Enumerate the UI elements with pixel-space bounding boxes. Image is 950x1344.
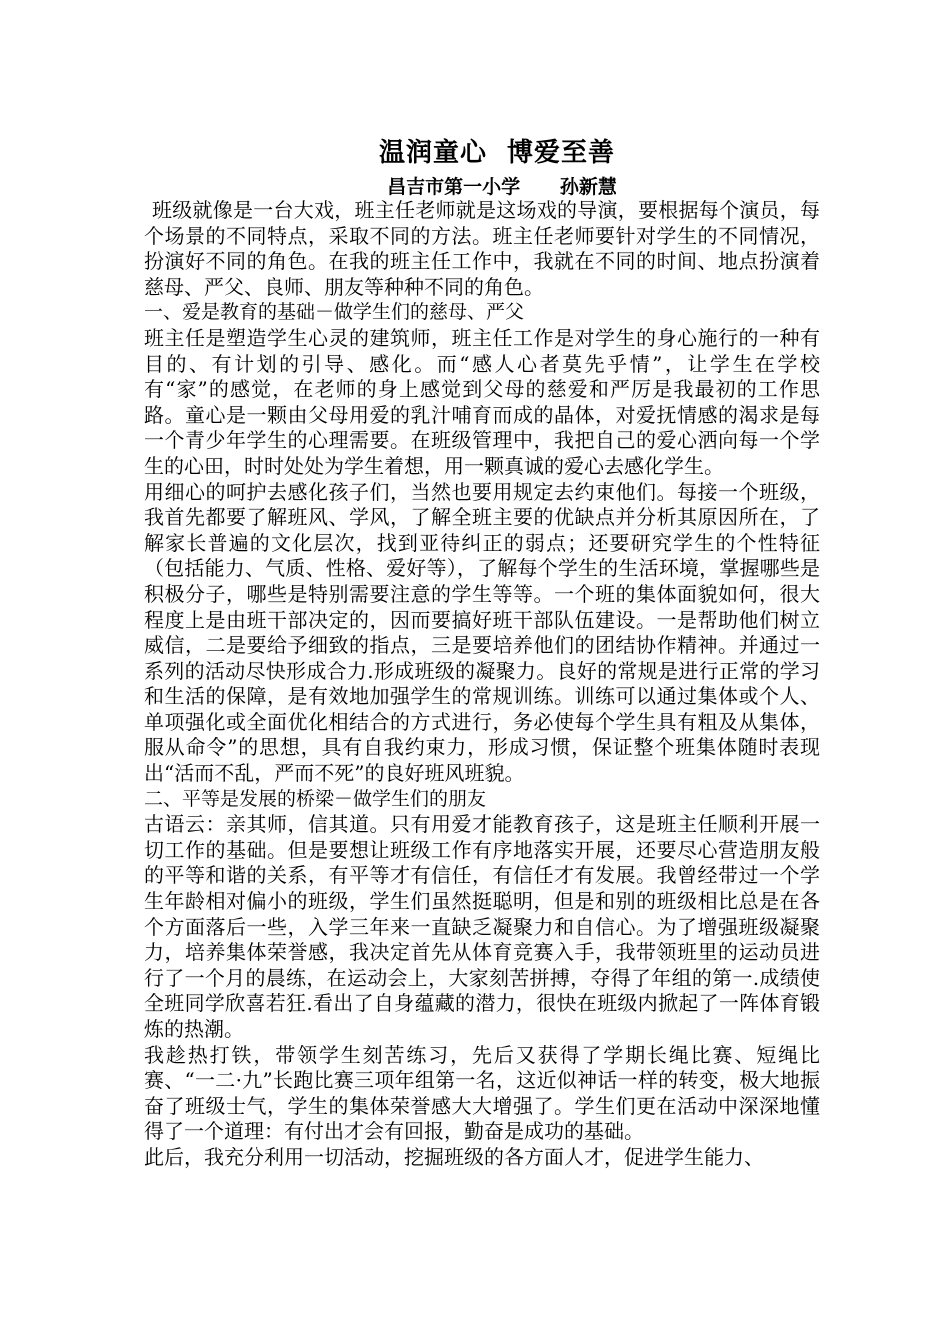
document-body — [144, 138, 820, 1171]
section2-paragraph-1: 古语云：亲其师，信其道。只有用爱才能教育孩子，这是班主任顺利开展一切工作的基础。但是要想让班级工作有序地落实开展，还要尽心营造朋友般的平等和谐的关系，有平等才有信任，有信任才有发展。我曾经带过一个学生年龄相对偏小的班级，学生们虽然挺聪明，但是和别的班级相比总是在各个方面落后一些，入学三年来一直缺乏凝聚力和自信心。为了增强班级凝聚力，培养集体荣誉感，我决定首先从体育竞赛入手，我带领班里的运动员进行了一个月的晨练，在运动会上，大家刻苦拼搏，夺得了年组的第一.成绩使全班同学欣喜若狂.看出了自身蕴藏的潜力，很快在班级内掀起了一阵体育锻炼的热潮。 — [144, 812, 820, 1041]
section1-paragraph-2: 用细心的呵护去感化孩子们，当然也要用规定去约束他们。每接一个班级，我首先都要了解班风、学风，了解全班主要的优缺点并分析其原因所在，了解家长普遍的文化层次，找到亚待纠正的弱点；还要研究学生的个性特征（包括能力、气质、性格、爱好等），了解每个学生的生活环境，掌握哪些是积极分子，哪些是特别需要注意的学生等等。一个班的集体面貌如何，很大程度上是由班干部决定的，因而要搞好班干部队伍建设。一是帮助他们树立威信，二是要给予细致的指点，三是要培养他们的团结协作精神。并通过一系列的活动尽快形成合力.形成班级的凝聚力。良好的常规是进行正常的学习和生活的保障，是有效地加强学生的常规训练。训练可以通过集体或个人、单项强化或全面优化相结合的方式进行，务必使每个学生具有粗及从集体，服从命令”的思想，具有自我约束力，形成习惯，保证整个班集体随时表现出“活而不乱，严而不死”的良好班风班貌。 — [144, 479, 820, 786]
author-line: 昌吉市第一小学 孙新慧 — [387, 176, 617, 198]
section2-paragraph-2: 我趁热打铁，带领学生刻苦练习，先后又获得了学期长绳比赛、短绳比赛、“一二·九”长跑比赛三项年组第一名，这近似神话一样的转变，极大地振奋了班级士气，学生的集体荣誉感大大增强了。学生们更在活动中深深地懂得了一个道理：有付出才会有回报，勤奋是成功的基础。 — [144, 1042, 820, 1144]
section2-paragraph-3: 此后，我充分利用一切活动，挖掘班级的各方面人才，促进学生能力、 — [144, 1144, 764, 1169]
section-heading-2: 二、平等是发展的桥梁－做学生们的朋友 — [144, 787, 487, 810]
section1-paragraph-1: 班主任是塑造学生心灵的建筑师，班主任工作是对学生的身心施行的一种有目的、有计划的引导、感化。而“感人心者莫先乎情”，让学生在学校有“家”的感觉，在老师的身上感觉到父母的慈爱和严厉是我最初的工作思路。童心是一颗由父母用爱的乳汁哺育而成的晶体，对爱抚情感的渴求是每一个青少年学生的心理需要。在班级管理中，我把自己的爱心洒向每一个学生的心田，时时处处为学生着想，用一颗真诚的爱心去感化学生。 — [144, 325, 820, 478]
intro-paragraph: 班级就像是一台大戏，班主任老师就是这场戏的导演，要根据每个演员，每个场景的不同特点，采取不同的方法。班主任老师要针对学生的不同情况，扮演好不同的角色。在我的班主任工作中，我就在不同的时间、地点扮演着慈母、严父、良师、朋友等种种不同的角色。 — [144, 198, 820, 299]
document-title: 温润童心 博爱至善 — [378, 138, 616, 168]
section-heading-1: 一、爱是教育的基础－做学生们的慈母、严父 — [144, 301, 525, 324]
